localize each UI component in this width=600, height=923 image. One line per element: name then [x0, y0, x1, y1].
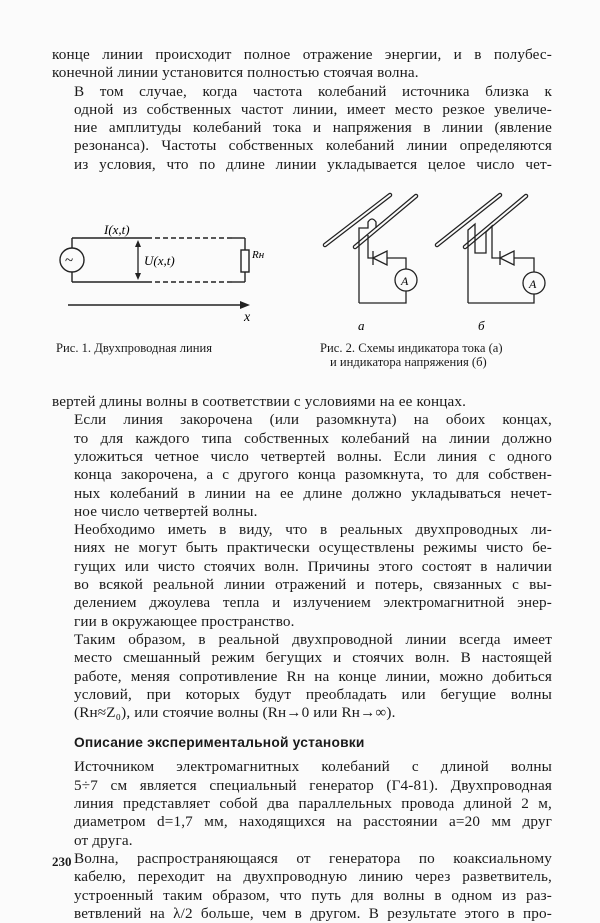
text-line: Источником электромагнитных колебаний с длиной волны: [74, 758, 552, 776]
text-line: Волна, распространяющаяся от генератора по коаксиальному: [74, 849, 552, 867]
text-line: ных колебаний в линии на ее длине должно укладываться нечет-: [74, 484, 552, 502]
text-line: (Rн≈Z₀), или стоячие волны (Rн→0 или Rн→∞).: [74, 704, 396, 722]
text-line: Таким образом, в реальной двухпроводной линии всегда имеет: [74, 630, 552, 648]
figures-row: [52, 180, 552, 385]
figure-2-caption-line-2: и индикатора напряжения (б): [330, 355, 487, 370]
text-line: вертей длины волны в соответствии с условиями на ее концах.: [52, 393, 467, 411]
text-line: делением джоулева тепла и излучением электромагнитной энер-: [74, 594, 552, 612]
page-number: 230: [52, 854, 72, 869]
figure-1-caption: Рис. 1. Двухпроводная линия: [56, 341, 213, 356]
text-line: гии в окружающее пространство.: [74, 612, 295, 630]
svg-text:а: а: [358, 318, 365, 334]
load-resistor-icon: [241, 250, 249, 272]
svg-text:Rн: Rн: [252, 249, 265, 262]
text-line: ветвлений на λ/2 больше, чем в другом. В результате этого в про-: [74, 904, 552, 922]
svg-text:A: A: [401, 274, 409, 289]
text-line: конца закорочена, а с другого конца разомкнута, то для собствен-: [74, 466, 552, 484]
paragraph-5: [52, 631, 552, 722]
text-line: конце линии происходит полное отражение энергии, и в полубес-: [52, 46, 552, 63]
svg-text:б: б: [478, 318, 485, 334]
paragraph-7: [52, 850, 552, 923]
indicator-schemes-diagram: [302, 180, 562, 340]
text-line: Необходимо иметь в виду, что в реальных двухпроводных ли-: [74, 521, 552, 539]
svg-text:x: x: [244, 310, 251, 326]
svg-text:I(x,t): I(x,t): [104, 222, 130, 238]
two-wire-line-diagram: [52, 180, 302, 360]
text-line: уложиться четное число четвертей волны. Если линия с одного: [74, 447, 552, 465]
text-line: линия представляет собой два параллельных провода длиной 2 м,: [74, 795, 552, 813]
voltage-indicator-scheme: [437, 195, 545, 333]
current-indicator-scheme: [325, 195, 417, 333]
svg-text:A: A: [529, 277, 537, 292]
text-line: ниях не могут быть практически осуществлены режимы чисто бе-: [74, 539, 552, 557]
paragraph-3: [52, 411, 552, 521]
text-line: В том случае, когда частота колебаний источника близка к: [74, 82, 552, 100]
text-line: от друга.: [74, 831, 133, 849]
text-line: работе, меняя сопротивление Rн на конце линии, можно добиться: [74, 667, 552, 685]
book-page: [52, 46, 552, 923]
svg-text:U(x,t): U(x,t): [144, 253, 175, 269]
text-line: резонанса). Частоты собственных колебаний линии определяются: [74, 137, 552, 155]
text-line: во всякой реальной линии отражений и потерь, связанных с вы-: [74, 576, 552, 594]
section-heading: Описание экспериментальной установки: [74, 735, 365, 751]
text-line: устроенный таким образом, что путь для волны в одном из раз-: [74, 886, 552, 904]
figure-2-indicators: [302, 180, 562, 385]
figure-2-caption-line-1: Рис. 2. Схемы индикатора тока (а): [320, 341, 503, 356]
paragraph-4: [52, 521, 552, 631]
text-line: гущих или чисто стоячих волн. Причины этого состоят в наличии: [74, 557, 552, 575]
diode-icon: [373, 251, 387, 265]
text-line: Если линия закорочена (или разомкнута) на обоих концах,: [74, 411, 552, 429]
text-line: 5÷7 см является специальный генератор (Г4-81). Двухпроводная: [74, 776, 552, 794]
text-line: конечной линии установится полностью стоячая волна.: [52, 64, 419, 82]
text-line: ное число четвертей волны.: [74, 502, 258, 520]
text-line: одной из собственных частот линии, имеет место резкое увеличе-: [74, 100, 552, 118]
paragraph-1: [52, 83, 552, 174]
svg-text:~: ~: [65, 253, 74, 270]
paragraph-0: [52, 46, 552, 83]
text-line: то для каждого типа собственных колебаний на линии должно: [74, 429, 552, 447]
paragraph-6: [52, 758, 552, 849]
paragraph-2: [52, 393, 552, 411]
figure-1-two-wire-line: [52, 180, 302, 385]
text-line: ние амплитуды колебаний тока и напряжения в линии (явление: [74, 119, 552, 137]
text-line: диаметром d=1,7 мм, находящихся на расстоянии a=20 мм друг: [74, 813, 552, 831]
text-line: кабелю, переходит на двухпроводную линию через разветвитель,: [74, 868, 552, 886]
text-line: условий, при которых будут преобладать или бегущие волны: [74, 685, 552, 703]
text-line: из условия, что по длине линии укладывается целое число чет-: [74, 155, 552, 173]
diode-icon: [500, 251, 514, 265]
text-line: место смешанный режим бегущих и стоячих волн. В настоящей: [74, 649, 552, 667]
